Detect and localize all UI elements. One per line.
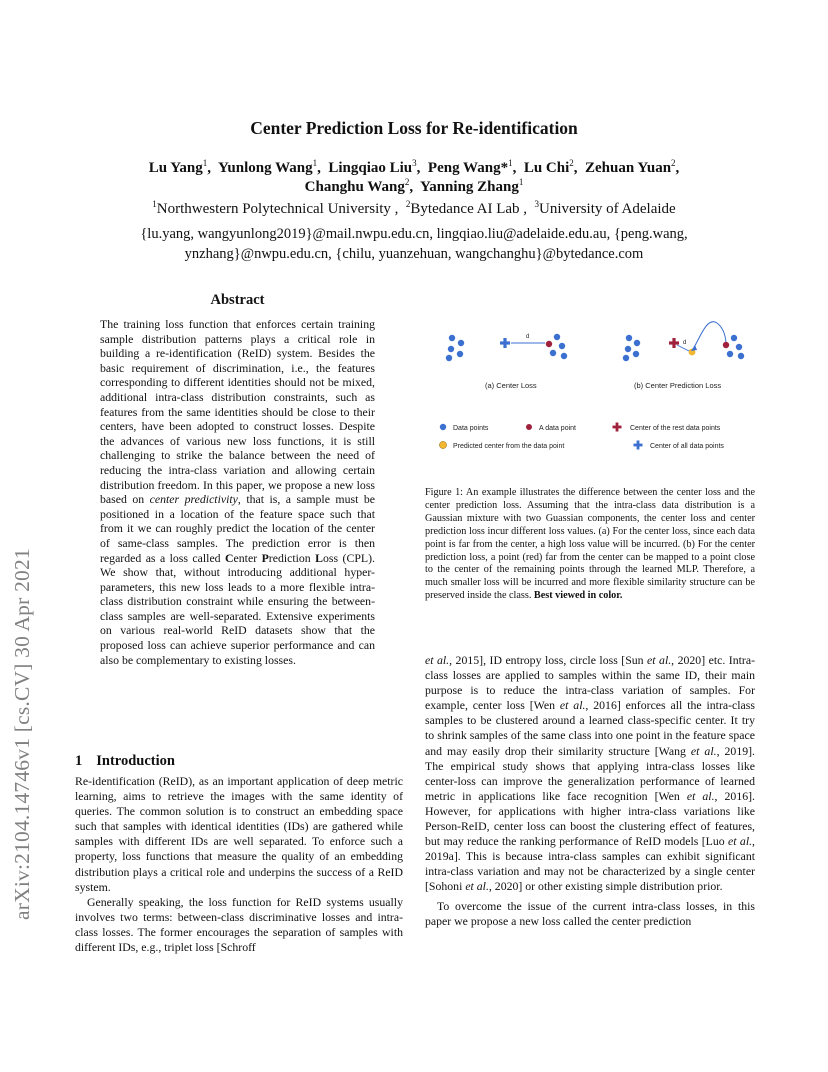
center-of-all-cross — [500, 338, 510, 348]
highlighted-data-point — [546, 341, 552, 347]
abstract-text: The training loss function that enforces certain training sample distribution patterns plays a critical role in building a re-identification (ReID) system. Besides the basic requirement of discrimination, i.e., the features corresponding to different identities should not be mixed, additional intra-class distribution constraints, such as features from the same identities should be close to their centers, have been adopted to construct losses. Despite the advances of various new loss functions, it is still challenging to strike the balance between the need of reducing the intra-class variation and allowing certain distribution freedom. In this paper, we propose a new loss based on center predictivity, that is, a sample must be positioned in a location of the feature space such that from it we can roughly predict the location of the center of same-class samples. The prediction error is then regarded as a loss called Center Prediction Loss (CPL). We show that, without introducing additional hyper-parameters, this new loss leads to a more flexible intra-class distribution constraint while ensuring the between-class samples are well-separated. Extensive experiments on various real-world ReID datasets show that the proposed loss can achieve superior performance and can also be complementary to existing losses. — [100, 317, 375, 667]
data-point — [448, 346, 454, 352]
author-emails: {lu.yang, wangyunlong2019}@mail.nwpu.edu.cn, lingqiao.liu@adelaide.edu.au, {peng.wang, ynzhang}@nwpu.edu.cn, {chilu, yuanzehuan, wangchanghu}@bytedance.com — [140, 226, 688, 262]
data-point — [550, 350, 556, 356]
data-point — [625, 346, 631, 352]
legend-entry: A data point — [539, 425, 576, 432]
legend-marker — [634, 441, 643, 450]
data-point — [626, 335, 632, 341]
introduction-text — [75, 774, 403, 955]
distance-label: d — [526, 334, 530, 340]
legend-marker — [439, 441, 446, 448]
affiliation-list: $^1$Northwestern Polytechnical University , $^2$Bytedance AI Lab , $^3$University of Adelaide — [152, 199, 676, 217]
affiliation: $^1$Northwestern Polytechnical University — [152, 199, 391, 217]
caption-emphasis: Best viewed in color. — [533, 590, 623, 602]
legend-entry: Data points — [453, 425, 489, 432]
data-point — [727, 351, 733, 357]
legend-marker — [526, 424, 532, 430]
author: Peng Wang*$^1$ — [427, 158, 513, 176]
distance-label: d — [683, 340, 687, 346]
legend-marker — [613, 423, 622, 432]
data-point — [634, 340, 640, 346]
author-list: Lu Yang$^1$, Yunlong Wang$^1$, Lingqiao Liu$^3$, Peng Wang*$^1$, Lu Chi$^2$, Zehuan Yuan$^2$, Changhu Wang$^2$, Yanning Zhang$^1$ — [148, 158, 680, 195]
panel-b-label: (b) Center Prediction Loss — [634, 381, 722, 390]
paper-title: Center Prediction Loss for Re-identification — [250, 118, 578, 138]
author: Zehuan Yuan$^2$ — [585, 158, 676, 176]
data-point — [446, 355, 452, 361]
highlighted-data-point — [723, 342, 729, 348]
arxiv-identifier-stamp: arXiv:2104.14746v1 [cs.CV] 30 Apr 2021 — [10, 548, 34, 920]
paragraph: Re-identification (ReID), as an important application of deep metric learning, aims to retrieve the images with the same identity of queries. The common solution is to construct an embedding space such that samples with identical identities (IDs) are gathered while samples with different IDs are well separated. To enforce such a property, loss functions that measure the quality of an embedding distribution plays a critical role and underpins the success of a ReID system. — [75, 774, 403, 894]
author: Yanning Zhang$^1$ — [420, 176, 524, 195]
legend-marker — [440, 424, 446, 430]
figure-legend — [439, 423, 724, 451]
author: Changhu Wang$^2$ — [304, 176, 410, 195]
figure-1-caption: Figure 1: An example illustrates the difference between the center loss and the center prediction loss. Assuming that the intra-class data distribution is a Gaussian mixture with two Guassian components, the center loss and center prediction loss incur different loss values. (a) For the center loss, since each data point is far from the center, a high loss value will be incurred. (b) For the center prediction loss, a point (red) far from the center can be mapped to a point close to the center of the remaining points through the learned MLP. Therefore, a much smaller loss will be incurred and more flexible similarity structure can be preserved inside the class. Best viewed in color. — [425, 487, 755, 602]
author: Lingqiao Liu$^3$ — [328, 158, 417, 176]
abstract-heading: Abstract — [210, 292, 265, 308]
figure-1-diagram — [425, 318, 755, 458]
figure-1 — [425, 318, 755, 458]
panel-a — [446, 334, 567, 390]
paragraph: et al., 2015], ID entropy loss, circle loss [Sun et al., 2020] etc. Intra-class losses are applied to samples within the same ID, their main purpose is to reduce the intra-class variation of samples. For example, center loss [Wen et al., 2016] enforces all the intra-class samples to be clustered around a learned class-specific center. It try to shrink samples of the same class into one point in the feature space and may easily drop their similarity structure [Wang et al., 2019]. The empirical study shows that applying intra-class losses like center-loss can improve the generalization performance of learned metric in applications like face recognition [Wen et al., 2016]. However, for applications with higher intra-class variations like Person-ReID, center loss can boost the clustering effect of features, but may reduce the ranking performance of ReID models [Luo et al., 2019a]. This is because intra-class samples can exhibit significant intra-class variation and may not be characterized by a single center [Sohoni et al., 2020] or other existing simple distribution prior. — [425, 653, 756, 894]
author: Yunlong Wang$^1$ — [217, 158, 318, 176]
section-heading: 1 Introduction — [75, 753, 175, 769]
panel-b — [623, 322, 744, 390]
data-point — [731, 335, 737, 341]
paragraph: Generally speaking, the loss function for ReID systems usually involves two terms: between-class discriminative losses and intra-class losses. The former encourages the separation of samples with different IDs, e.g., triplet loss [Schroff — [75, 894, 403, 955]
data-point — [561, 353, 567, 359]
paragraph: To overcome the issue of the current intra-class losses, in this paper we propose a new loss called the center prediction — [425, 898, 755, 928]
data-point — [738, 353, 744, 359]
data-point — [736, 344, 742, 350]
affiliation: $^2$Bytedance AI Lab — [405, 199, 520, 217]
mlp-mapping-arrow — [693, 322, 726, 349]
legend-entry: Center of the rest data points — [630, 425, 721, 432]
author: Lu Chi$^2$ — [523, 158, 574, 176]
data-point — [559, 343, 565, 349]
data-point — [458, 340, 464, 346]
data-point — [554, 334, 560, 340]
emphasis-text: center predictivity — [149, 492, 238, 507]
legend-entry: Predicted center from the data point — [453, 443, 565, 450]
affiliation: $^3$University of Adelaide — [534, 199, 676, 217]
data-point — [633, 351, 639, 357]
center-of-rest-cross — [669, 338, 679, 348]
legend-entry: Center of all data points — [650, 443, 724, 450]
panel-a-label: (a) Center Loss — [485, 381, 537, 390]
right-column-text — [425, 653, 755, 929]
author: Lu Yang$^1$ — [148, 158, 208, 176]
data-point — [623, 355, 629, 361]
data-point — [457, 351, 463, 357]
data-point — [449, 335, 455, 341]
